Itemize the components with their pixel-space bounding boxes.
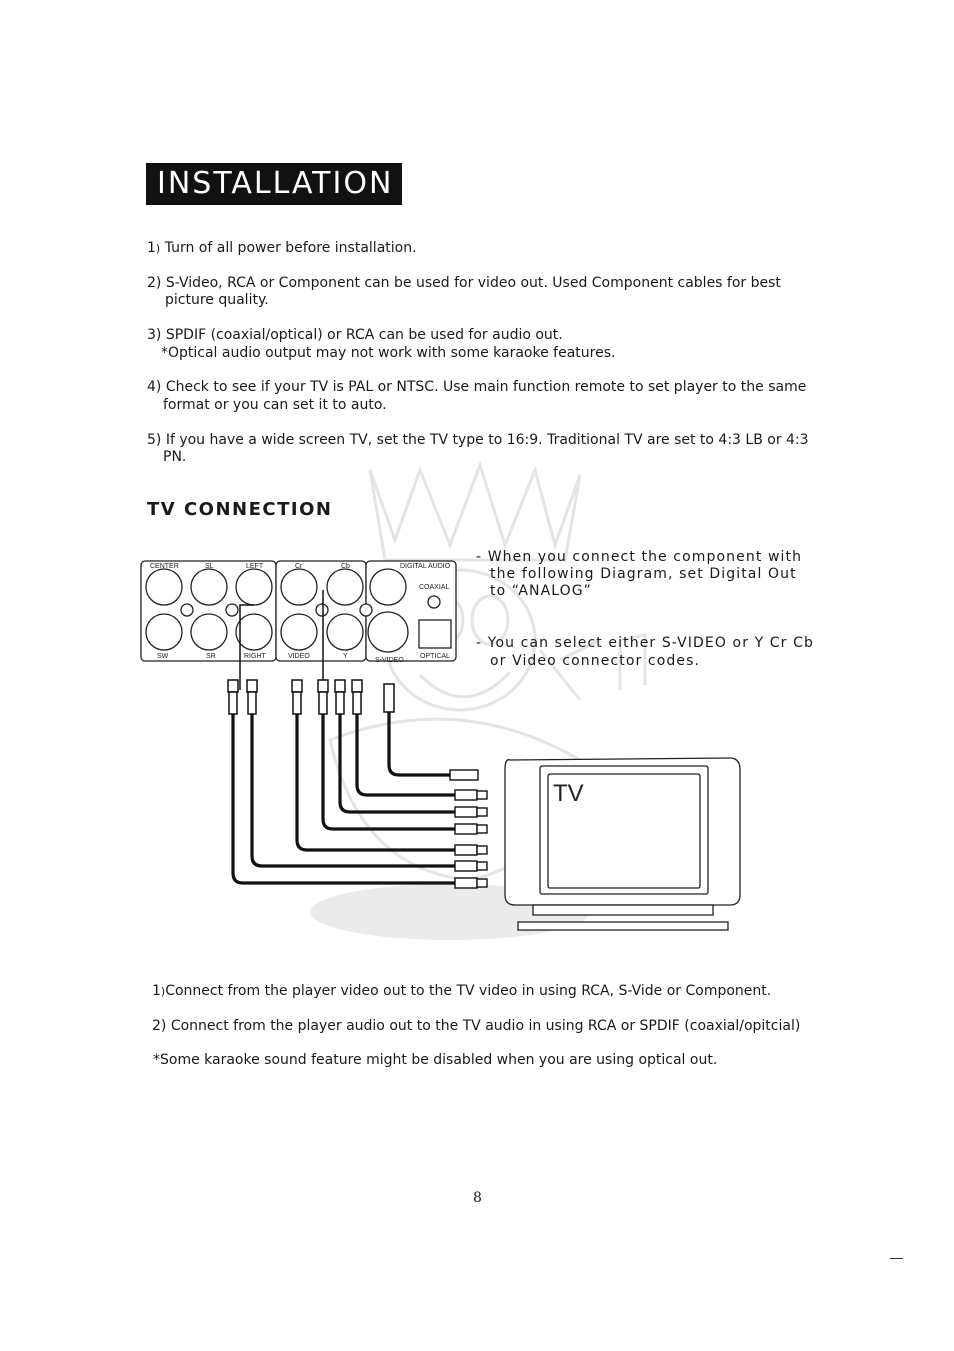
label-y: Y — [343, 653, 348, 660]
instruction-text: If you have a wide screen TV, set the TV type to 16:9. Traditional TV are set to 4:3 LB or 4:3 — [165, 432, 809, 448]
instruction-number: 5) — [147, 432, 162, 448]
label-video: VIDEO — [288, 653, 310, 660]
instruction-text: Turn of all power before installation. — [164, 240, 417, 256]
tv-label: TV — [553, 780, 584, 807]
instruction-1: 1) Turn of all power before installation. — [147, 240, 417, 256]
step-number: 1 — [152, 983, 161, 999]
label-sl: SL — [205, 563, 214, 570]
tv-set-icon — [505, 758, 740, 930]
instruction-number: 4) — [147, 379, 162, 395]
player-back-panel — [141, 561, 456, 661]
label-sr: SR — [206, 653, 216, 660]
instruction-number: 2) — [147, 275, 162, 291]
label-left: LEFT — [246, 563, 264, 570]
cables — [233, 712, 455, 883]
note-select-line-2: or Video connector codes. — [490, 653, 701, 669]
instruction-number: 3) — [147, 327, 162, 343]
instruction-3-note: *Optical audio output may not work with some karaoke features. — [161, 345, 616, 361]
step-number: 2) — [152, 1018, 167, 1034]
step-text: Connect from the player audio out to the TV audio in using RCA or SPDIF (coaxial/opitcial) — [170, 1018, 801, 1034]
corner-mark — [890, 1258, 903, 1259]
page-title: INSTALLATION — [146, 163, 402, 205]
note-component-line-3: to “ANALOG” — [490, 583, 592, 599]
label-s-video: S-VIDEO — [375, 657, 404, 664]
instruction-text: Check to see if your TV is PAL or NTSC. Use main function remote to set player to the same — [165, 379, 807, 395]
step-2 — [152, 1017, 800, 1035]
note-select-line-1: - You can select either S-VIDEO or Y Cr Cb — [476, 635, 814, 651]
label-cr: Cr — [295, 563, 303, 570]
page-number: 8 — [473, 1190, 482, 1206]
step-1: 1)Connect from the player video out to the TV video in using RCA, S-Vide or Component. — [152, 983, 772, 999]
note-component-line-1: - When you connect the component with — [476, 549, 803, 565]
instruction-number: 1 — [147, 240, 156, 256]
step-note: *Some karaoke sound feature might be disabled when you are using optical out. — [153, 1052, 718, 1068]
instruction-5-cont: PN. — [163, 449, 187, 465]
instruction-text: SPDIF (coaxial/optical) or RCA can be used for audio out. — [165, 327, 563, 343]
instruction-text: S-Video, RCA or Component can be used for video out. Used Component cables for best — [165, 275, 781, 291]
label-digital-audio: DIGITAL AUDIO — [400, 563, 451, 570]
label-center: CENTER — [150, 563, 179, 570]
instruction-4-cont: format or you can set it to auto. — [163, 397, 387, 413]
label-optical: OPTICAL — [420, 653, 450, 660]
label-cb: Cb — [341, 563, 350, 570]
rca-plugs — [228, 680, 394, 714]
label-coaxial: COAXIAL — [419, 584, 450, 591]
instruction-2-cont: picture quality. — [165, 292, 269, 308]
section-heading-tv-connection: TV CONNECTION — [147, 499, 333, 520]
step-text: Connect from the player video out to the TV video in using RCA, S-Vide or Component. — [165, 983, 772, 999]
label-sw: SW — [157, 653, 169, 660]
tv-side-plugs — [450, 770, 487, 888]
label-right: RIGHT — [244, 653, 266, 660]
note-component-line-2: the following Diagram, set Digital Out — [490, 566, 797, 582]
